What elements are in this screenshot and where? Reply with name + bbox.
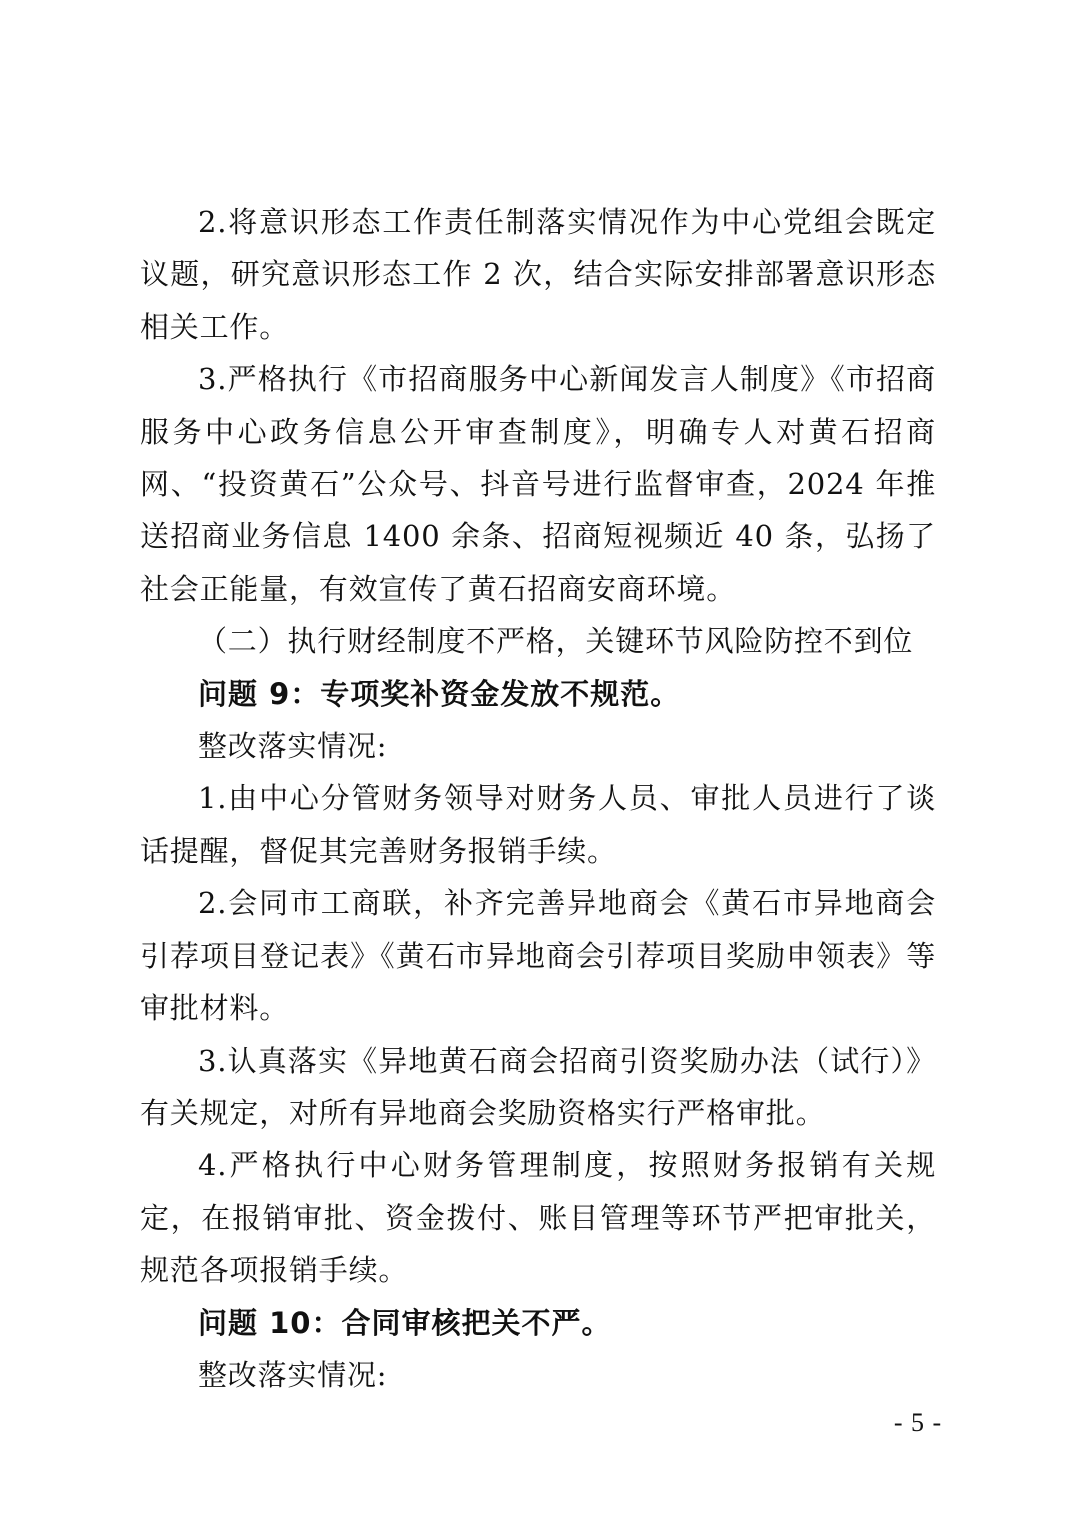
rectification-label: 整改落实情况: (198, 729, 388, 764)
paragraph-ideology-item-3: 3.严格执行《市招商服务中心新闻发言人制度》《市招商服务中心政务信息公开审查制度》，明确专人对黄石招商网、“投资黄石”公众号、抖音号进行监督审查，2024 年推送招商业务信息 1400 余条、招商短视频近 40 条，弘扬了社会正能量，有效宣传了黄石招商安商环境。 (140, 362, 936, 606)
rectification-item-2: 2.会同市工商联，补齐完善异地商会《黄石市异地商会引荐项目登记表》《黄石市异地商会引荐项目奖励申领表》等审批材料。 (140, 886, 936, 1026)
rectification-item-3: 3.认真落实《异地黄石商会招商引资奖励办法（试行）》有关规定，对所有异地商会奖励资格实行严格审批。 (140, 1043, 936, 1130)
document-body (140, 196, 936, 1401)
paragraph-ideology-item-2: 2.将意识形态工作责任制落实情况作为中心党组会既定议题，研究意识形态工作 2 次，结合实际安排部署意识形态相关工作。 (140, 205, 936, 344)
problem-9-heading: 问题 9：专项奖补资金发放不规范。 (198, 676, 681, 711)
rectification-item-1: 1.由中心分管财务领导对财务人员、审批人员进行了谈话提醒，督促其完善财务报销手续。 (140, 781, 936, 868)
rectification-label-2: 整改落实情况: (198, 1357, 388, 1392)
section-heading-2: （二）执行财经制度不严格，关键环节风险防控不到位 (198, 624, 914, 659)
rectification-item-4: 4.严格执行中心财务管理制度，按照财务报销有关规定，在报销审批、资金拨付、账目管理等环节严把审批关，规范各项报销手续。 (140, 1148, 936, 1288)
problem-10-heading: 问题 10：合同审核把关不严。 (198, 1305, 612, 1340)
page-number: - 5 - (893, 1408, 943, 1437)
